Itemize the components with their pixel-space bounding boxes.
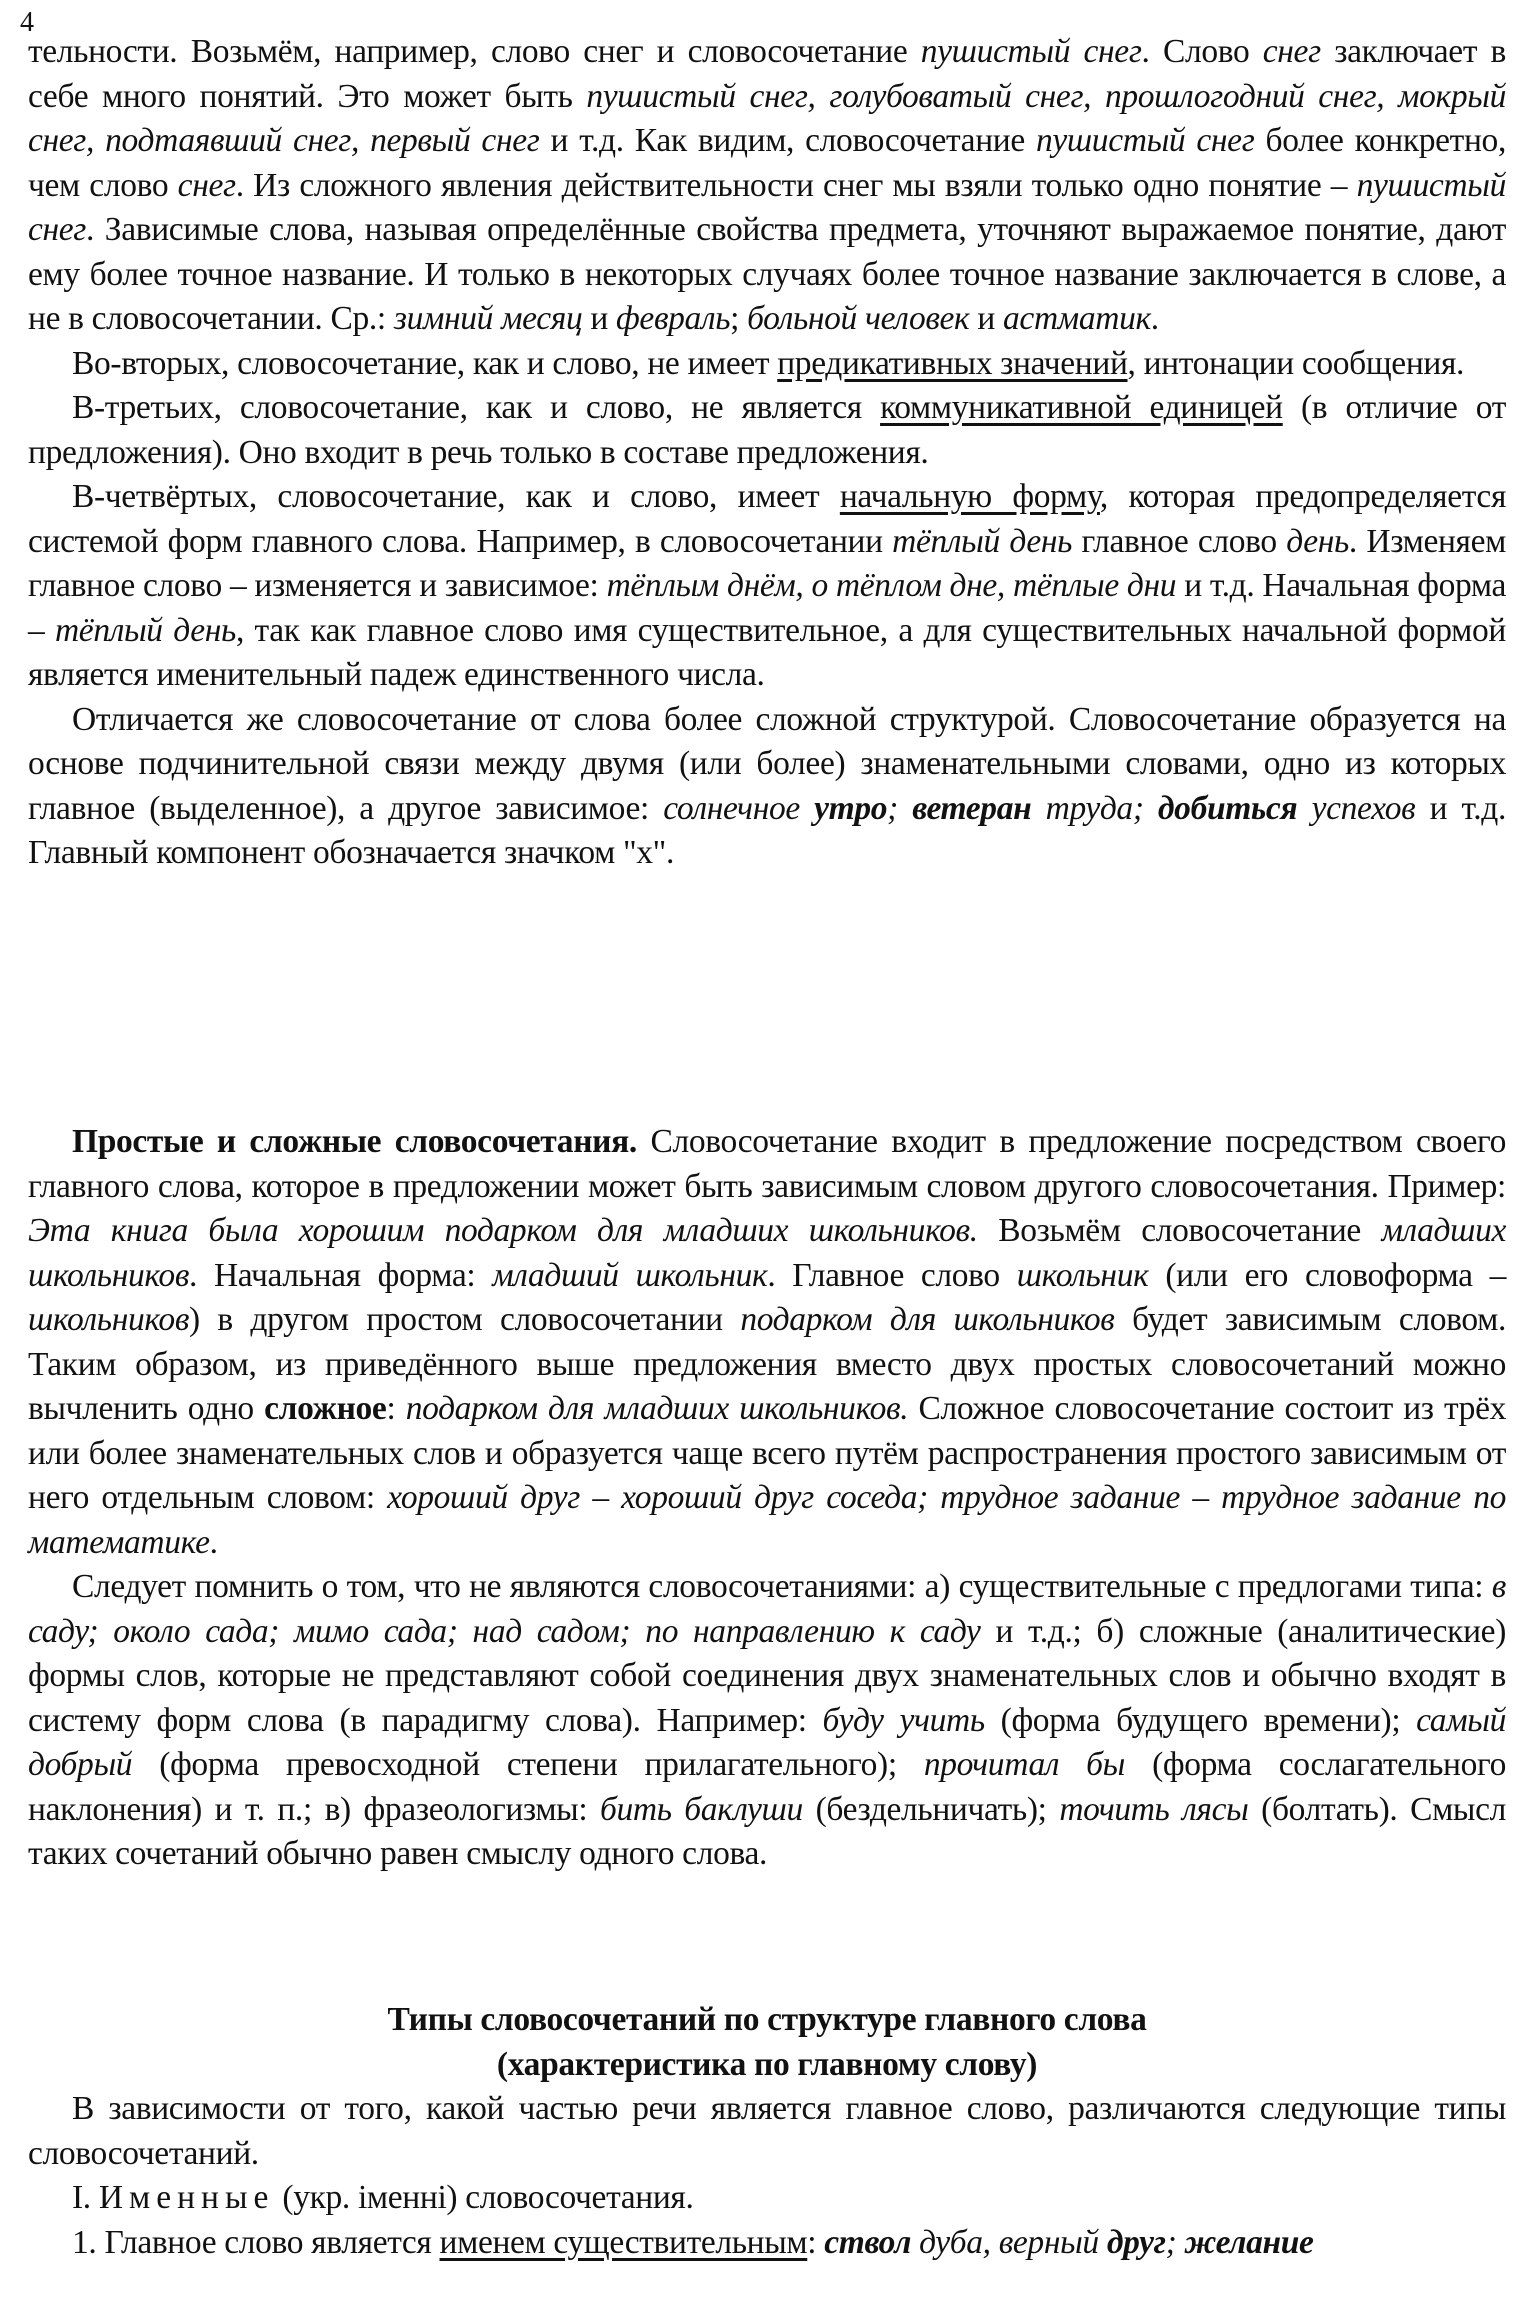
paragraph-secondly: Во-вторых, словосочетание, как и слово, не имеет предикативных значений, интонации сообщения. bbox=[72, 344, 1465, 382]
paragraph-snow-example: тельности. Возьмём, например, слово снег и словосочетание пушистый снег. Слово снег заключает в себе много понятий. Это может быть пушистый снег, голубоватый снег, прошлогодний снег, мокрый снег, подтаявший снег, первый снег и т.д. Как видим, словосочетание пушистый снег более конкретно, чем слово снег. Из сложного явления действительности снег мы взяли только одно понятие – пушистый снег. Зависимые слова, называя определённые свойства предмета, уточняют выражаемое понятие, дают ему более точное название. И только в некоторых случаях более точное название заключается в слове, а не в словосочетании. Ср.: зимний месяц и февраль; больной человек и астматик. bbox=[28, 33, 1506, 337]
term-noun: именем существительным bbox=[439, 2223, 808, 2261]
paragraph-thirdly: В-третьих, словосочетание, как и слово, не является коммуникативной единицей (в отличие от предложения). Оно входит в речь только в составе предложения. bbox=[28, 389, 1506, 471]
paragraph-fourthly: В-четвёртых, словосочетание, как и слово, имеет начальную форму, которая предопределяется системой форм главного слова. Например, в словосочетании тёплый день главное слово день. Изменяем главное слово – изменяется и зависимое: тёплым днём, о тёплом дне, тёплые дни и т.д. Начальная форма – тёплый день, так как главное слово имя существительное, а для существительных начальной формой является именительный падеж единственного числа. bbox=[28, 478, 1507, 693]
section-simple-complex bbox=[28, 1120, 1506, 1877]
section-intro bbox=[28, 30, 1506, 876]
paragraph-structure: Отличается же словосочетание от слова более сложной структурой. Словосочетание образуется на основе подчинительной связи между двумя (или более) знаменательными словами, одно из которых главное (выделенное), а другое зависимое: солнечное утро; ветеран труда; добиться успехов и т.д. Главный компонент обозначается значком "х". bbox=[28, 700, 1506, 871]
page-number: 4 bbox=[20, 7, 34, 38]
term-initial-form: начальную форму bbox=[839, 478, 1100, 515]
section-heading-types: Типы словосочетаний по структуре главного слова bbox=[387, 2001, 1147, 2038]
section-types bbox=[28, 1998, 1506, 2265]
section-subheading-types: (характеристика по главному слову) bbox=[496, 2045, 1038, 2083]
paragraph-not-combinations: Следует помнить о том, что не являются словосочетаниями: а) существительные с предлогами типа: в саду; около сада; мимо сада; над садом; по направлению к саду и т.д.; б) сложные (аналитические) формы слов, которые не представляют собой соединения двух знаменательных слов и обычно входят в систему форм слова (в парадигму слова). Например: буду учить (форма будущего времени); самый добрый (форма превосходной степени прилагательного); прочитал бы (форма сослагательного наклонения) и т. п.; в) фразеологизмы: бить баклуши (бездельничать); точить лясы (болтать). Смысл таких сочетаний обычно равен смыслу одного слова. bbox=[28, 1568, 1507, 1872]
term-communicative-unit: коммуникативной единицей bbox=[880, 389, 1283, 426]
paragraph-simple-complex: Простые и сложные словосочетания. Словосочетание входит в предложение посредством своего главного слова, которое в предложении может быть зависимым словом другого словосочетания. Пример: Эта книга была хорошим подарком для младших школьников. Возьмём словосочетание младших школьников. Начальная форма: младший школьник. Главное слово школьник (или его словоформа – школьников) в другом простом словосочетании подарком для школьников будет зависимым словом. Таким образом, из приведённого выше предложения вместо двух простых словосочетаний можно вычленить одно сложное: подарком для младших школьников. Сложное словосочетание состоит из трёх или более знаменательных слов и образуется чаще всего путём распространения простого зависимым от него отдельным словом: хороший друг – хороший друг соседа; трудное задание – трудное задание по математике. bbox=[28, 1123, 1506, 1561]
section-heading-simple-complex: Простые и сложные словосочетания. bbox=[72, 1123, 637, 1160]
list-item-noun-head: 1. Главное слово является именем существительным: ствол дуба, верный друг; желание bbox=[72, 2223, 1314, 2261]
paragraph-types-intro: В зависимости от того, какой частью речи является главное слово, различаются следующие типы словосочетаний. bbox=[28, 2090, 1506, 2172]
term-predicative: предикативных значений bbox=[777, 344, 1128, 382]
list-item-nominal: I. Именные (укр. іменні) словосочетания. bbox=[72, 2179, 694, 2216]
